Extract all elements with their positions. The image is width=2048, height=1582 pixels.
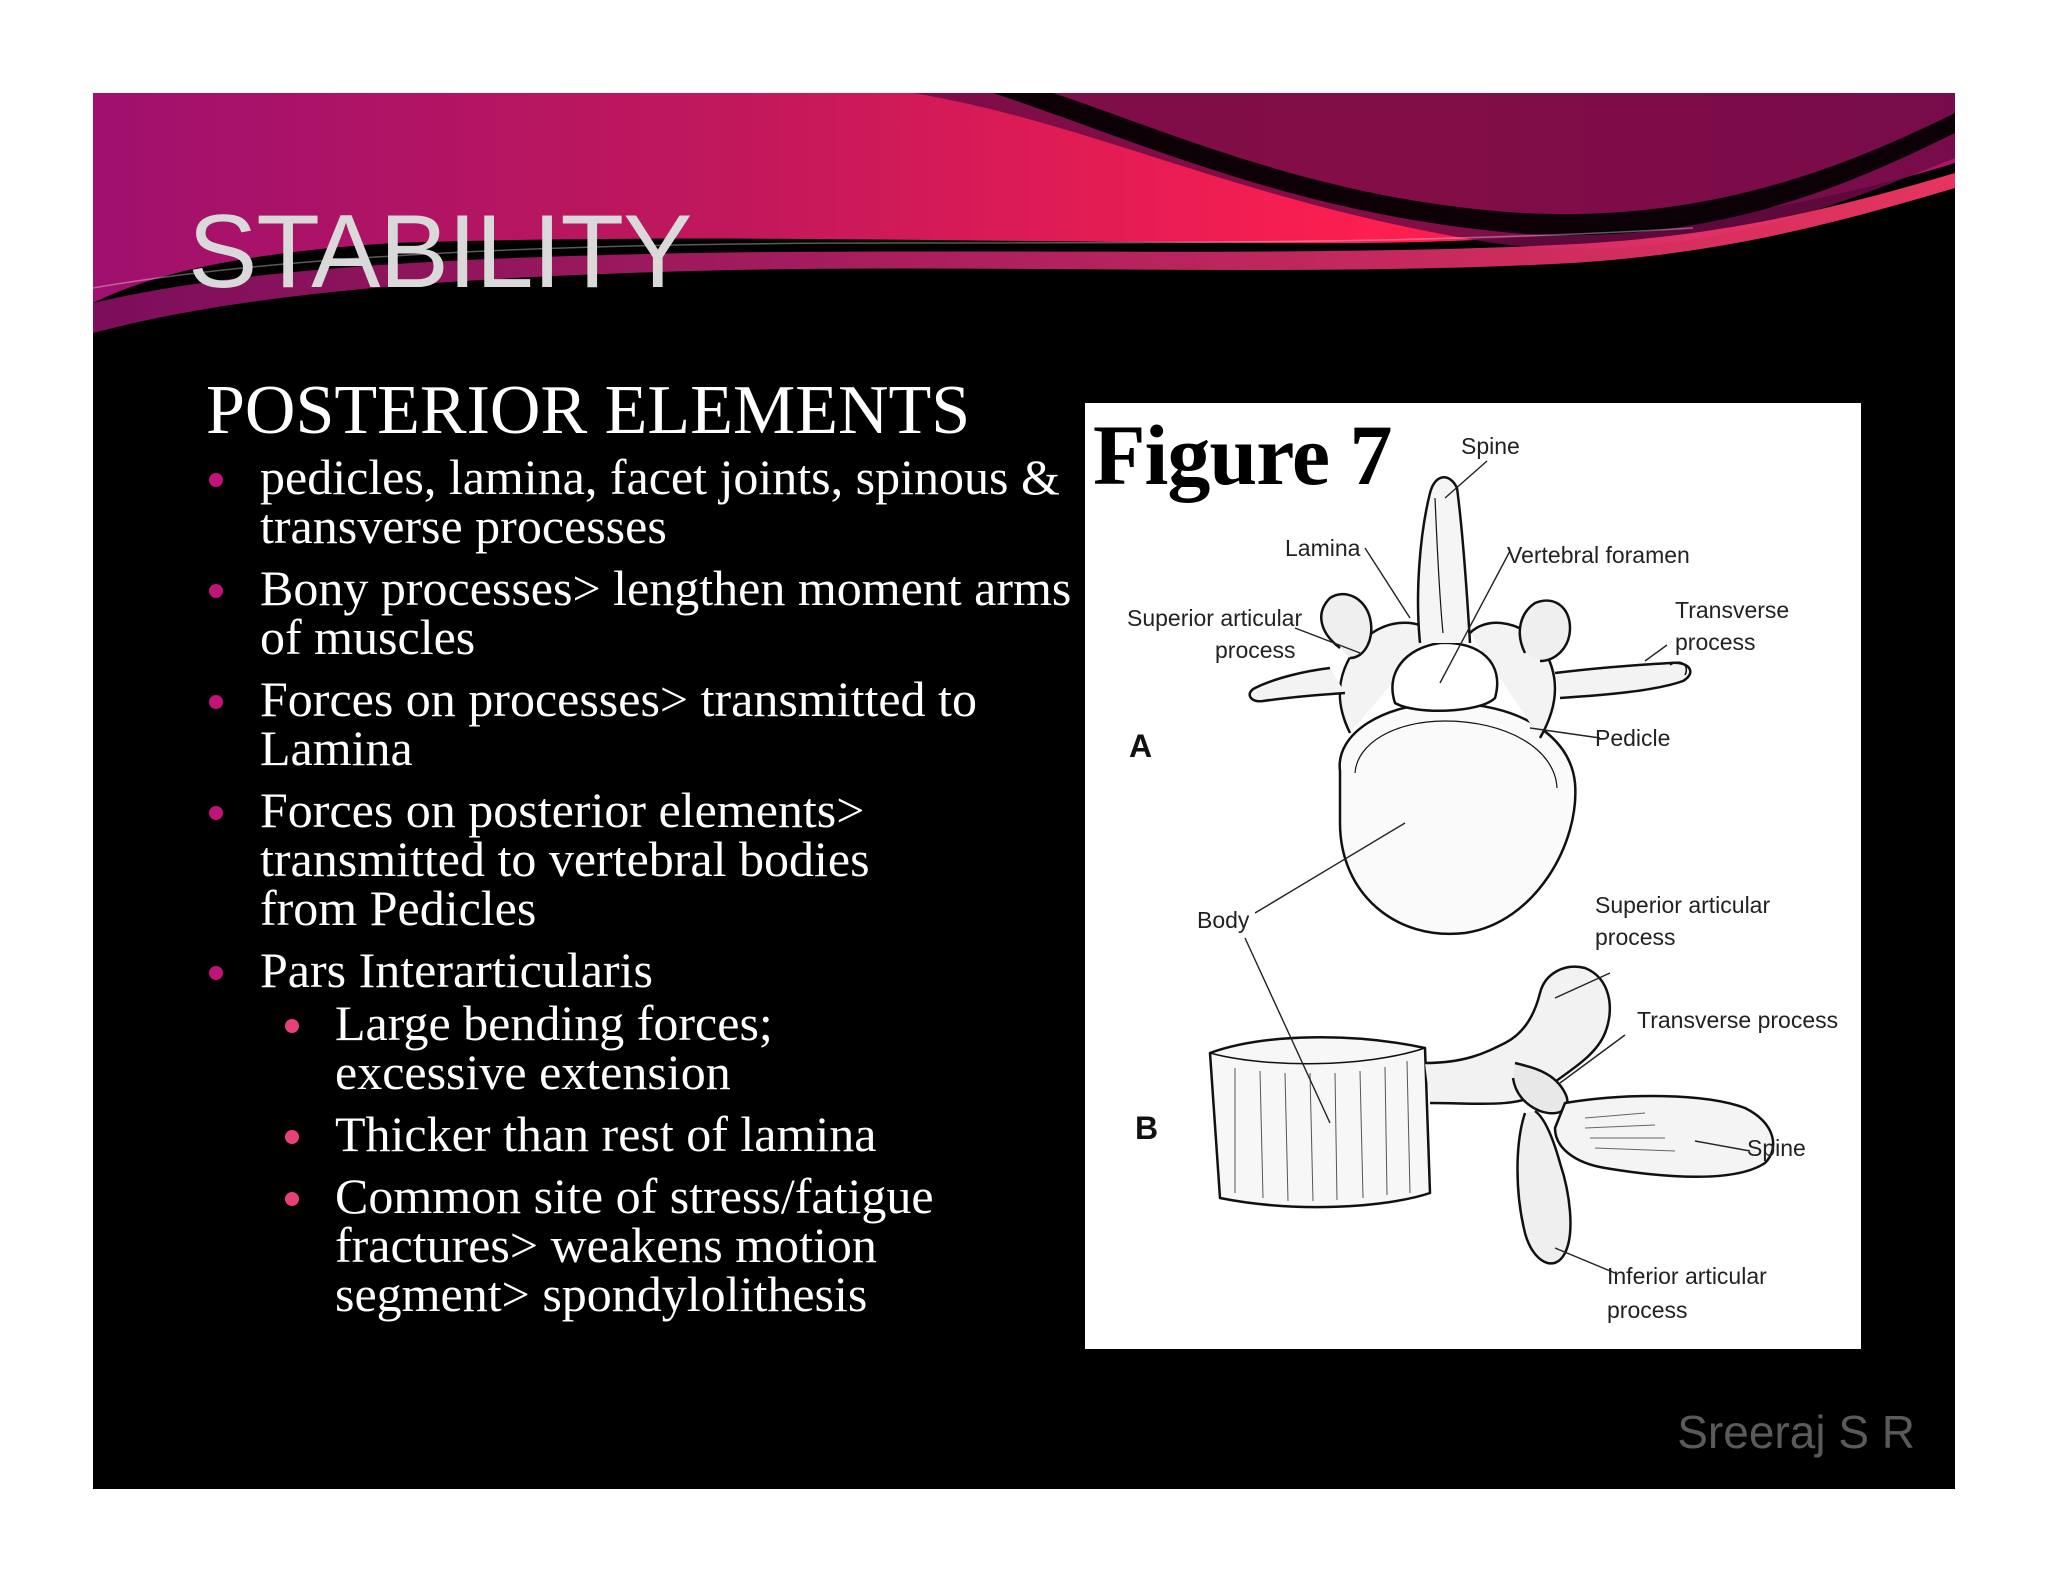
sub-bullet-dot-icon [285, 1192, 299, 1206]
label-body: Body [1197, 907, 1250, 933]
label-superior-articular-b-line1: Superior articular [1595, 892, 1771, 918]
bullet-text: Pars Interarticularis [260, 942, 653, 998]
bullet-dot-icon [209, 473, 223, 487]
sub-bullet-text: Common site of stress/fatigue fractures> weakens motion segment> spondylolithesis [335, 1168, 934, 1322]
bullet-dot-icon [209, 966, 223, 980]
bullet-text: pedicles, lamina, facet joints, spinous & transverse processes [260, 449, 1060, 554]
label-spine-a: Spine [1461, 433, 1520, 459]
section-heading: POSTERIOR ELEMENTS [206, 372, 971, 449]
sub-bullet-item [206, 995, 1106, 1100]
bullet-item [206, 560, 1106, 665]
vertebra-illustration [1085, 403, 1861, 1349]
bullet-text: Forces on posterior elements> transmitted to vertebral bodies from Pedicles [260, 782, 870, 936]
bullet-dot-icon [209, 806, 223, 820]
bullet-item [206, 671, 1106, 776]
sub-bullet-text: Thicker than rest of lamina [335, 1106, 877, 1162]
sub-bullet-item [206, 1106, 1106, 1162]
sub-bullet-dot-icon [285, 1019, 299, 1033]
vertebra-figure [1085, 403, 1861, 1349]
bullet-text: Bony processes> lengthen moment arms of muscles [260, 560, 1072, 665]
bullet-dot-icon [209, 584, 223, 598]
label-superior-articular-b-line2: process [1595, 924, 1676, 950]
view-b-letter: B [1135, 1110, 1159, 1146]
figure-title: Figure 7 [1093, 407, 1392, 503]
sub-bullet-item [206, 1168, 1106, 1322]
label-spine-b: Spine [1747, 1135, 1806, 1161]
slide-title: STABILITY [188, 194, 692, 310]
bullet-list [206, 449, 1106, 1322]
sub-bullet-text: Large bending forces; excessive extension [335, 995, 773, 1100]
bullet-item [206, 782, 1106, 936]
label-pedicle: Pedicle [1595, 725, 1671, 751]
label-superior-articular-a-line2: process [1215, 637, 1296, 663]
label-inferior-articular-line1: Inferior articular [1607, 1263, 1767, 1289]
bullet-text: Forces on processes> transmitted to Lamina [260, 671, 977, 776]
bullet-item [206, 942, 1106, 998]
label-superior-articular-a-line1: Superior articular [1127, 605, 1303, 631]
label-inferior-articular-line2: process [1607, 1297, 1688, 1323]
slide [93, 93, 1955, 1489]
label-vertebral-foramen: Vertebral foramen [1507, 542, 1690, 568]
label-transverse-a-line1: Transverse [1675, 597, 1790, 623]
author-watermark: Sreeraj S R [1677, 1406, 1915, 1458]
bullet-dot-icon [209, 695, 223, 709]
view-a-letter: A [1129, 728, 1153, 764]
content-area [206, 371, 1106, 1332]
bullet-item [206, 449, 1106, 554]
label-transverse-b: Transverse process [1637, 1007, 1839, 1033]
label-transverse-a-line2: process [1675, 629, 1756, 655]
label-lamina: Lamina [1285, 535, 1361, 561]
sub-bullet-dot-icon [285, 1130, 299, 1144]
